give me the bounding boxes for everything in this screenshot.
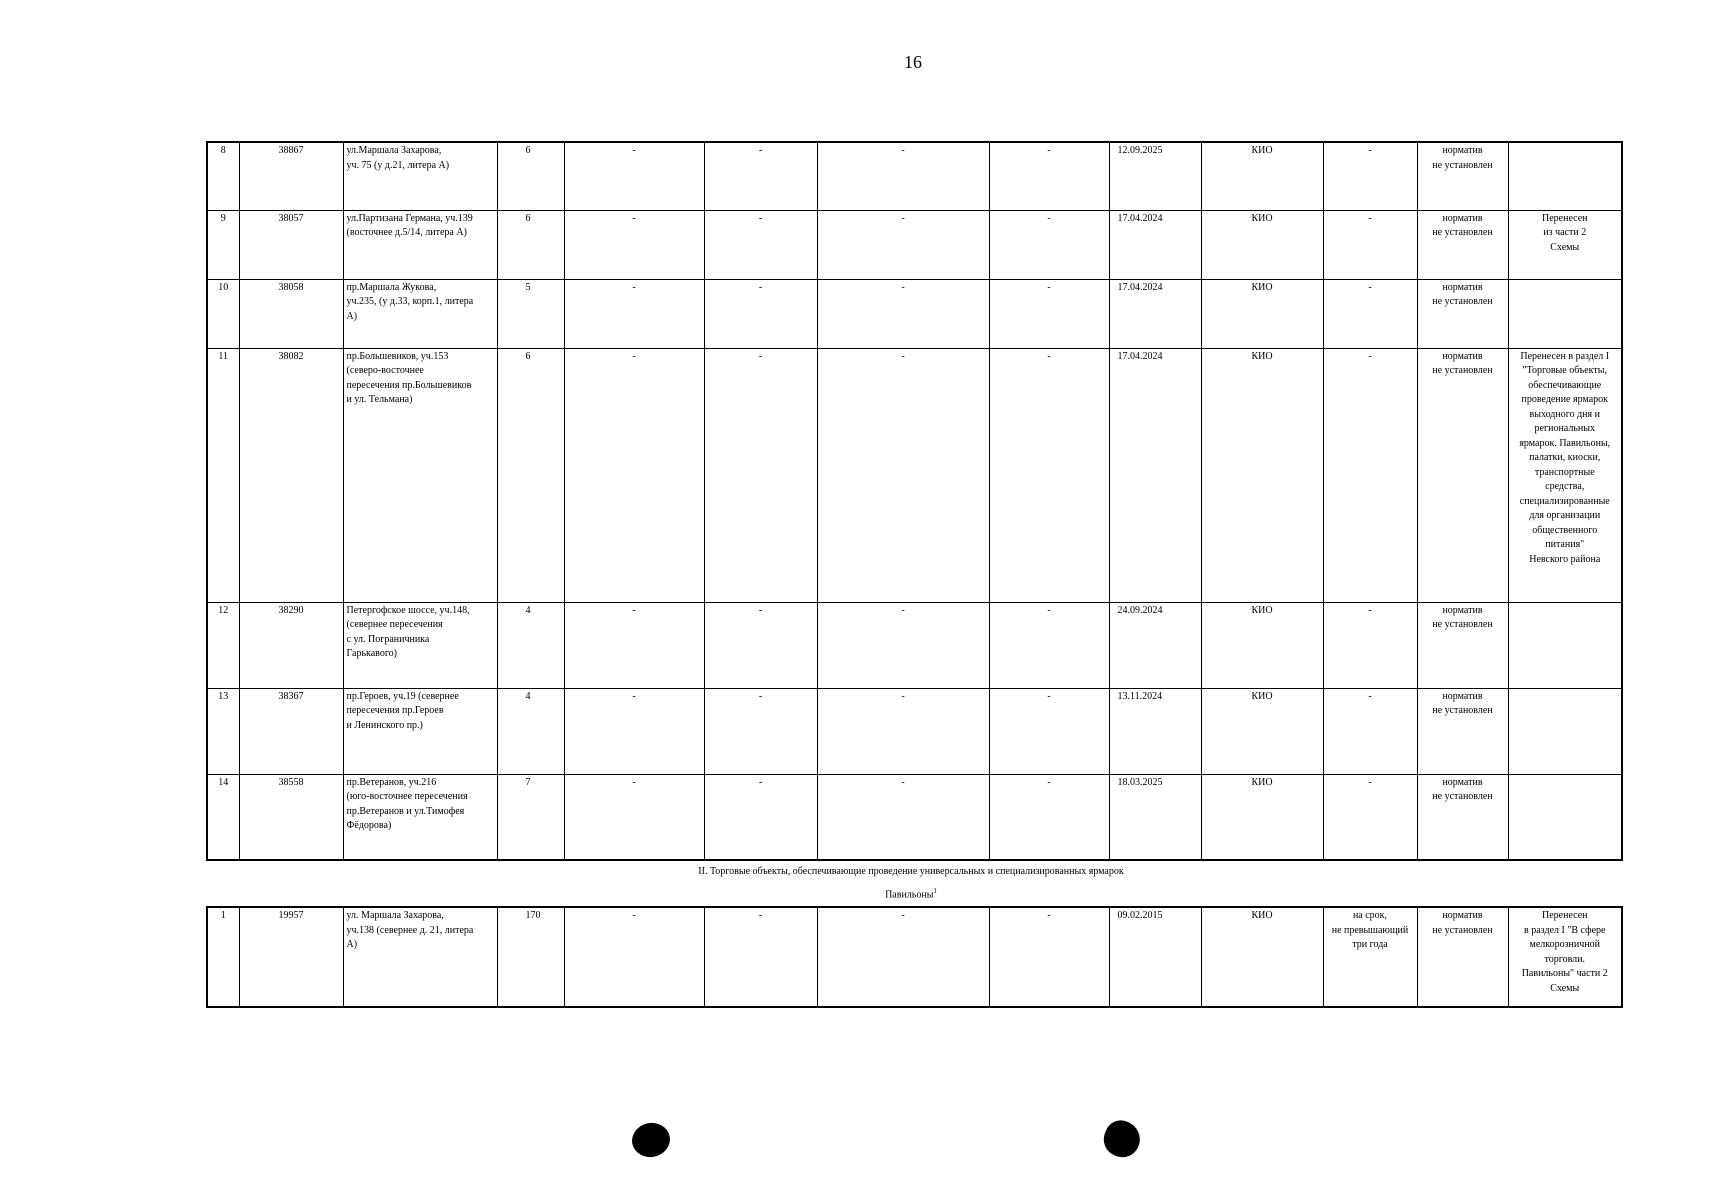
cell-area: 7: [497, 774, 564, 860]
cell-field-1: -: [564, 279, 704, 348]
cell-field-3: -: [817, 774, 989, 860]
cell-field-3: -: [817, 279, 989, 348]
cell-term: -: [1323, 279, 1417, 348]
table-row: [207, 774, 1622, 860]
cell-field-4: -: [989, 279, 1109, 348]
cell-field-1: -: [564, 907, 704, 1007]
subsection-label: Павильоны: [885, 889, 934, 901]
cell-norm: норматив не установлен: [1417, 142, 1508, 210]
cell-field-1: -: [564, 142, 704, 210]
cell-area: 4: [497, 602, 564, 688]
table-row: [207, 279, 1622, 348]
cell-field-4: -: [989, 348, 1109, 602]
cell-norm: норматив не установлен: [1417, 279, 1508, 348]
cell-field-3: -: [817, 210, 989, 279]
cell-field-2: -: [704, 688, 817, 774]
cell-note: [1508, 279, 1622, 348]
cell-field-3: -: [817, 348, 989, 602]
cell-row-number: 10: [207, 279, 239, 348]
cell-note: [1508, 142, 1622, 210]
cell-field-1: -: [564, 602, 704, 688]
cell-field-1: -: [564, 688, 704, 774]
cell-address: Петергофское шоссе, уч.148, (севернее пересечения с ул. Пограничника Гарькавого): [343, 602, 497, 688]
cell-object-id: 38082: [239, 348, 343, 602]
cell-owner: КИО: [1201, 348, 1323, 602]
cell-row-number: 9: [207, 210, 239, 279]
cell-area: 4: [497, 688, 564, 774]
cell-field-2: -: [704, 279, 817, 348]
subsection-footnote: 1: [933, 887, 937, 895]
cell-address: ул. Маршала Захарова, уч.138 (севернее д. 21, литера А): [343, 907, 497, 1007]
cell-area: 6: [497, 210, 564, 279]
table-row: [207, 602, 1622, 688]
cell-field-4: -: [989, 142, 1109, 210]
cell-field-1: -: [564, 210, 704, 279]
cell-note: [1508, 774, 1622, 860]
cell-owner: КИО: [1201, 602, 1323, 688]
cell-field-2: -: [704, 210, 817, 279]
cell-field-4: -: [989, 688, 1109, 774]
cell-object-id: 38558: [239, 774, 343, 860]
cell-area: 6: [497, 142, 564, 210]
objects-table: [206, 141, 1623, 861]
cell-owner: КИО: [1201, 210, 1323, 279]
cell-field-2: -: [704, 907, 817, 1007]
cell-norm: норматив не установлен: [1417, 774, 1508, 860]
cell-object-id: 38058: [239, 279, 343, 348]
cell-term: -: [1323, 142, 1417, 210]
cell-row-number: 12: [207, 602, 239, 688]
cell-address: пр.Маршала Жукова, уч.235, (у д.33, корп.1, литера А): [343, 279, 497, 348]
cell-field-3: -: [817, 602, 989, 688]
cell-norm: норматив не установлен: [1417, 348, 1508, 602]
cell-norm: норматив не установлен: [1417, 688, 1508, 774]
cell-date: 09.02.2015: [1109, 907, 1201, 1007]
cell-field-4: -: [989, 907, 1109, 1007]
cell-area: 6: [497, 348, 564, 602]
cell-row-number: 14: [207, 774, 239, 860]
cell-date: 18.03.2025: [1109, 774, 1201, 860]
ink-blot-mark: [629, 1119, 673, 1160]
cell-date: 17.04.2024: [1109, 348, 1201, 602]
table-row: [207, 907, 1622, 1007]
cell-object-id: 38867: [239, 142, 343, 210]
cell-address: пр.Героев, уч.19 (севернее пересечения пр.Героев и Ленинского пр.): [343, 688, 497, 774]
cell-term: -: [1323, 602, 1417, 688]
cell-row-number: 1: [207, 907, 239, 1007]
cell-field-1: -: [564, 774, 704, 860]
table-row: [207, 210, 1622, 279]
cell-field-4: -: [989, 774, 1109, 860]
objects-table-body: [207, 142, 1622, 860]
cell-note: [1508, 688, 1622, 774]
cell-term: -: [1323, 210, 1417, 279]
cell-row-number: 8: [207, 142, 239, 210]
cell-term: на срок, не превышающий три года: [1323, 907, 1417, 1007]
cell-field-2: -: [704, 142, 817, 210]
cell-object-id: 38367: [239, 688, 343, 774]
cell-date: 12.09.2025: [1109, 142, 1201, 210]
cell-area: 170: [497, 907, 564, 1007]
pavilions-table: [206, 906, 1623, 1008]
page-number: 16: [904, 52, 922, 72]
cell-address: пр.Ветеранов, уч.216 (юго-восточнее пересечения пр.Ветеранов и ул.Тимофея Фёдорова): [343, 774, 497, 860]
cell-field-2: -: [704, 774, 817, 860]
ink-blot-mark: [1099, 1116, 1145, 1162]
cell-field-1: -: [564, 348, 704, 602]
cell-field-4: -: [989, 210, 1109, 279]
cell-field-3: -: [817, 142, 989, 210]
cell-note: [1508, 602, 1622, 688]
cell-note: Перенесен в раздел I "Торговые объекты, обеспечивающие проведение ярмарок выходного дня и региональных ярмарок. Павильоны, палатки, киоски, транспортные средства, специализированные для организации общественного питания" Невского района: [1508, 348, 1622, 602]
cell-term: -: [1323, 348, 1417, 602]
cell-row-number: 11: [207, 348, 239, 602]
table-row: [207, 688, 1622, 774]
cell-date: 17.04.2024: [1109, 210, 1201, 279]
cell-owner: КИО: [1201, 774, 1323, 860]
cell-address: ул.Партизана Германа, уч.139 (восточнее д.5/14, литера А): [343, 210, 497, 279]
cell-term: -: [1323, 774, 1417, 860]
cell-field-4: -: [989, 602, 1109, 688]
cell-address: ул.Маршала Захарова, уч. 75 (у д.21, литера А): [343, 142, 497, 210]
cell-field-3: -: [817, 688, 989, 774]
cell-address: пр.Большевиков, уч.153 (северо-восточнее пересечения пр.Большевиков и ул. Тельмана): [343, 348, 497, 602]
cell-note: Перенесен в раздел I "В сфере мелкорозничной торговли. Павильоны" части 2 Схемы: [1508, 907, 1622, 1007]
subsection-title: [206, 887, 1616, 900]
cell-norm: норматив не установлен: [1417, 602, 1508, 688]
cell-norm: норматив не установлен: [1417, 907, 1508, 1007]
table-row: [207, 142, 1622, 210]
cell-owner: КИО: [1201, 279, 1323, 348]
cell-term: -: [1323, 688, 1417, 774]
cell-object-id: 19957: [239, 907, 343, 1007]
cell-date: 24.09.2024: [1109, 602, 1201, 688]
cell-owner: КИО: [1201, 688, 1323, 774]
cell-owner: КИО: [1201, 142, 1323, 210]
cell-field-2: -: [704, 348, 817, 602]
cell-date: 13.11.2024: [1109, 688, 1201, 774]
cell-field-2: -: [704, 602, 817, 688]
cell-object-id: 38290: [239, 602, 343, 688]
section-title: II. Торговые объекты, обеспечивающие проведение универсальных и специализированных ярмарок: [698, 866, 1124, 877]
cell-field-3: -: [817, 907, 989, 1007]
cell-date: 17.04.2024: [1109, 279, 1201, 348]
cell-norm: норматив не установлен: [1417, 210, 1508, 279]
cell-note: Перенесен из части 2 Схемы: [1508, 210, 1622, 279]
cell-object-id: 38057: [239, 210, 343, 279]
cell-row-number: 13: [207, 688, 239, 774]
cell-area: 5: [497, 279, 564, 348]
cell-owner: КИО: [1201, 907, 1323, 1007]
table-row: [207, 348, 1622, 602]
pavilions-table-body: [207, 907, 1622, 1007]
